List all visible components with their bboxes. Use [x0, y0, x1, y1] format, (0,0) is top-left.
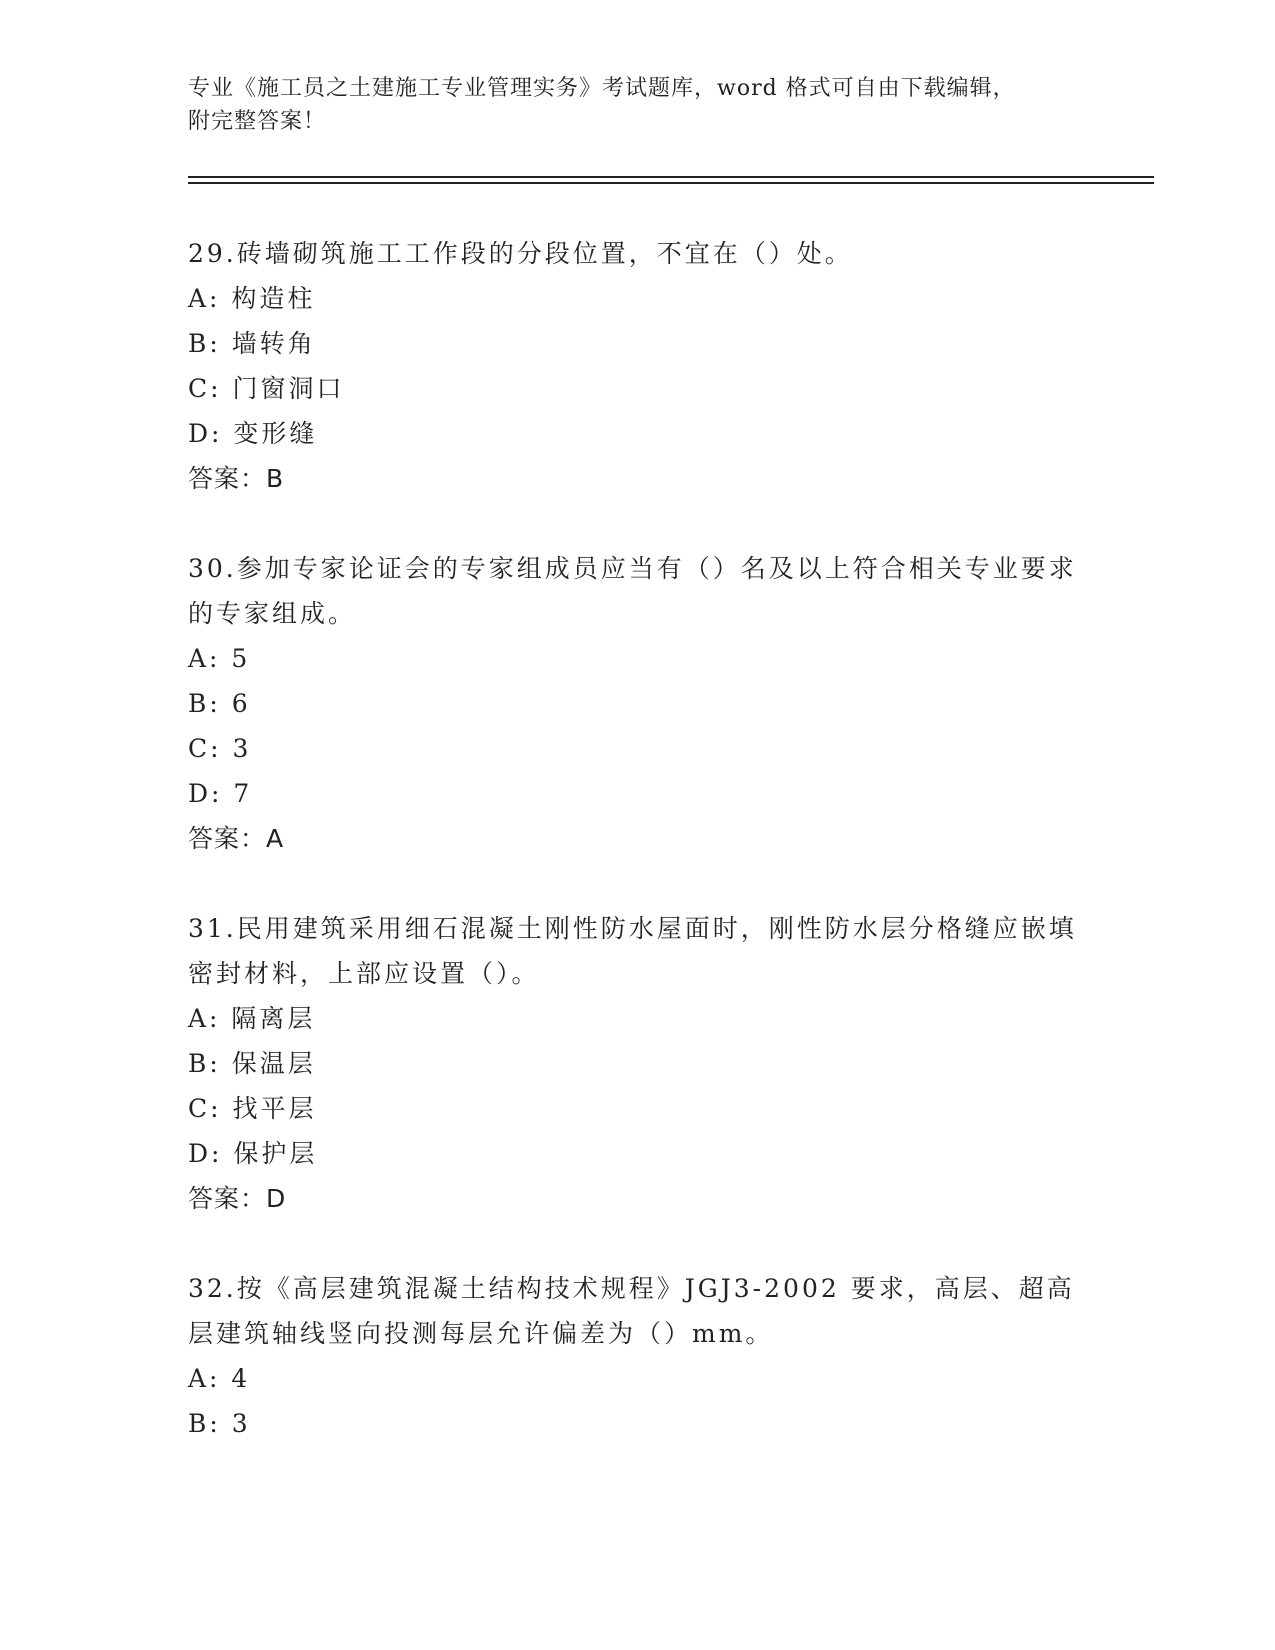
question-31	[188, 906, 1088, 1221]
option-a: A: 构造柱	[188, 284, 316, 313]
header-divider-top	[188, 176, 1154, 178]
question-stem: 31.民用建筑采用细石混凝土刚性防水屋面时，刚性防水层分格缝应嵌填密封材料，上部应设置（）。	[188, 914, 1077, 988]
question-32	[188, 1266, 1088, 1446]
option-b: B: 墙转角	[188, 329, 316, 358]
answer-text: 答案：D	[188, 1184, 287, 1213]
answer-text: 答案：A	[188, 824, 285, 853]
option-a: A: 隔离层	[188, 1004, 316, 1033]
option-b: B: 3	[188, 1409, 251, 1438]
answer-text: 答案：B	[188, 464, 285, 493]
option-c: C: 3	[188, 734, 252, 763]
header-divider-bottom	[188, 182, 1154, 184]
question-30	[188, 546, 1088, 861]
header-line-1: 专业《施工员之土建施工专业管理实务》考试题库，word 格式可自由下载编辑，	[188, 76, 1016, 101]
document-header	[188, 72, 1088, 138]
option-b: B: 6	[188, 689, 251, 718]
question-stem: 29.砖墙砌筑施工工作段的分段位置，不宜在（）处。	[188, 239, 853, 268]
header-line-2: 附完整答案！	[188, 109, 327, 134]
question-list	[188, 231, 1088, 1491]
question-stem: 32.按《高层建筑混凝土结构技术规程》JGJ3-2002 要求，高层、超高层建筑轴线竖向投测每层允许偏差为（）mm。	[188, 1274, 1075, 1348]
option-b: B: 保温层	[188, 1049, 316, 1078]
option-a: A: 5	[188, 644, 251, 673]
option-a: A: 4	[188, 1364, 251, 1393]
option-d: D: 7	[188, 779, 253, 808]
question-stem: 30.参加专家论证会的专家组成员应当有（）名及以上符合相关专业要求的专家组成。	[188, 554, 1077, 628]
option-d: D: 变形缝	[188, 419, 318, 448]
question-29	[188, 231, 1088, 501]
option-c: C: 找平层	[188, 1094, 317, 1123]
option-d: D: 保护层	[188, 1139, 318, 1168]
option-c: C: 门窗洞口	[188, 374, 345, 403]
